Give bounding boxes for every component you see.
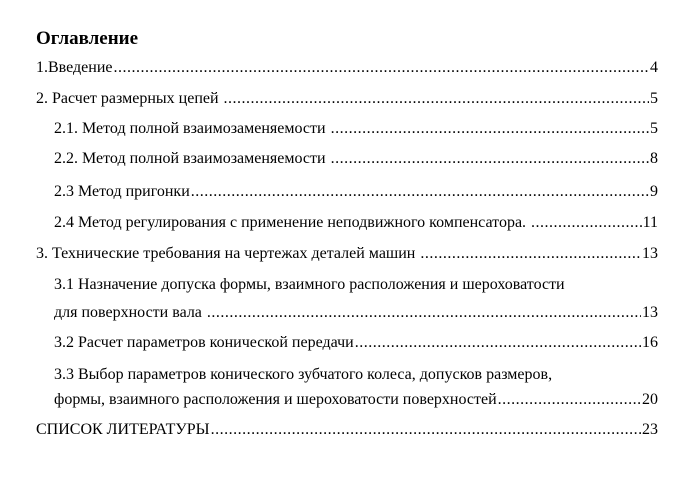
toc-page-number: 23: [642, 421, 658, 438]
toc-page-number: 13: [642, 245, 658, 262]
toc-entry-row: [36, 419, 658, 441]
toc-dot-leader: [211, 419, 641, 441]
toc-entry-3-2[interactable]: [54, 332, 658, 354]
toc-entry-label: формы, взаимного расположения и шероховатости поверхностей: [54, 391, 497, 408]
toc-dot-leader: [498, 389, 641, 411]
toc-dot-leader: [114, 57, 650, 79]
toc-title: Оглавление: [36, 28, 139, 49]
toc-page-number: 20: [642, 391, 658, 408]
toc-entry-label: 2.4 Метод регулирования с применение неподвижного компенсатора.: [54, 214, 531, 231]
toc-entry-label-line-1: 3.3 Выбор параметров конического зубчатого колеса, допусков размеров,: [54, 366, 553, 383]
toc-dot-leader: [355, 332, 641, 354]
toc-entry-row: [54, 148, 658, 170]
toc-entry-row: [54, 389, 658, 411]
toc-entry-2-3[interactable]: [54, 181, 658, 203]
toc-entry-2-4[interactable]: [54, 212, 658, 234]
toc-entry-row: [54, 302, 658, 324]
toc-dot-leader: [224, 88, 649, 110]
toc-entry-label: 2. Расчет размерных цепей: [36, 90, 223, 107]
toc-page-number: 11: [642, 214, 658, 231]
toc-entry-label: 3. Технические требования на чертежах деталей машин: [36, 245, 420, 262]
toc-entry-row: [54, 332, 658, 354]
toc-entry-label: 3.2 Расчет параметров конической передачи: [54, 334, 354, 351]
toc-entry-2-2[interactable]: [54, 148, 658, 170]
toc-entry-2-1[interactable]: [54, 118, 658, 140]
toc-entry-row: [36, 243, 658, 265]
toc-entry-row: [54, 181, 658, 203]
toc-dot-leader: [331, 148, 649, 170]
toc-page-number: 13: [642, 304, 658, 321]
toc-entry-label: 2.3 Метод пригонки: [54, 183, 190, 200]
toc-page-number: 5: [650, 90, 658, 107]
toc-entry-introduction[interactable]: [36, 57, 658, 79]
toc-entry-references[interactable]: [36, 419, 658, 441]
toc-entry-row: [36, 57, 658, 79]
toc-entry-label: для поверхности вала: [54, 304, 206, 321]
toc-page-number: 4: [650, 59, 658, 76]
toc-entry-row: [54, 118, 658, 140]
toc-dot-leader: [531, 212, 642, 234]
toc-page-number: 5: [650, 120, 658, 137]
toc-entry-row: [36, 88, 658, 110]
toc-dot-leader: [207, 302, 641, 324]
toc-entry-technical-requirements[interactable]: [36, 243, 658, 265]
toc-page-number: 16: [642, 334, 658, 351]
toc-entry-label: СПИСОК ЛИТЕРАТУРЫ: [36, 421, 210, 438]
toc-page-number: 8: [650, 150, 658, 167]
toc-dot-leader: [331, 118, 649, 140]
toc-page-number: 9: [650, 183, 658, 200]
toc-dot-leader: [420, 243, 641, 265]
toc-entry-label-line-1: 3.1 Назначение допуска формы, взаимного расположения и шероховатости: [54, 276, 565, 293]
toc-entry-3-1[interactable]: [54, 274, 658, 324]
toc-entry-label: 2.1. Метод полной взаимозаменяемости: [54, 120, 330, 137]
toc-entry-label: 1.Введение: [36, 59, 113, 76]
toc-entry-label: 2.2. Метод полной взаимозаменяемости: [54, 150, 330, 167]
toc-entry-3-3[interactable]: [54, 364, 658, 411]
toc-dot-leader: [191, 181, 649, 203]
toc-entry-dimension-chains[interactable]: [36, 88, 658, 110]
toc-entry-row: [54, 212, 658, 234]
